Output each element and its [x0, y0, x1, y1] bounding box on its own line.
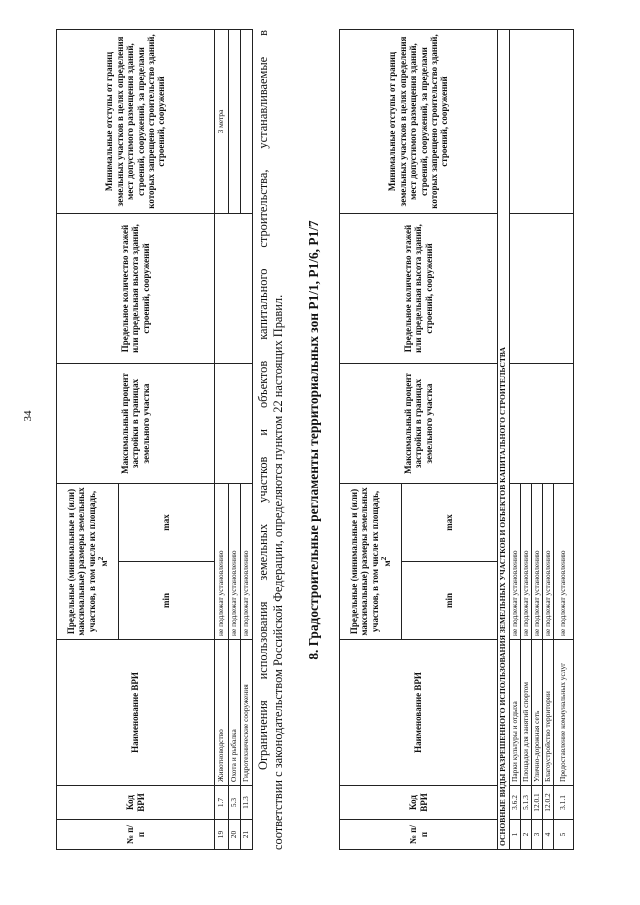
row-num: 4 — [543, 820, 554, 850]
row-area: не подлежат установлению — [215, 484, 229, 640]
row-num: 5 — [554, 820, 574, 850]
row-num: 1 — [510, 820, 521, 850]
row-num: 3 — [532, 820, 543, 850]
header-min: min — [119, 562, 215, 640]
rotated-page — [56, 30, 596, 850]
row-name: Улично-дорожная сеть — [532, 640, 543, 786]
row-name: Благоустройство территории — [543, 640, 554, 786]
header-floors: Предельное количество этажей или предельная высота зданий, строений, сооружений — [57, 214, 215, 364]
row-area: не подлежат установлению — [241, 484, 253, 640]
row-code: 5.3 — [229, 786, 241, 820]
row-area: не подлежат установлению — [532, 484, 543, 640]
row-area: не подлежат установлению — [554, 484, 574, 640]
table-row — [510, 30, 521, 850]
page-number: 34 — [22, 410, 34, 422]
header-code: Код ВРИ — [340, 786, 498, 820]
row-area: не подлежат установлению — [521, 484, 532, 640]
header-min: min — [402, 562, 498, 640]
row-area: не подлежат установлению — [543, 484, 554, 640]
header-max: max — [119, 484, 215, 562]
table-top — [56, 29, 253, 850]
row-setback: 3 метра — [215, 30, 229, 214]
row-area: не подлежат установлению — [229, 484, 241, 640]
section-row-main-uses: ОСНОВНЫЕ ВИДЫ РАЗРЕШЕННОГО ИСПОЛЬЗОВАНИЯ ЗЕМЕЛЬНЫХ УЧАСТКОВ И ОБЪЕКТОВ КАПИТАЛЬНОГО СТРОИТЕЛЬСТВА — [498, 30, 510, 850]
section-heading: 8. Градостроительные регламенты территориальных зон Р1/1, Р1/6, Р1/7 — [306, 220, 321, 660]
header-area: Предельные (минимальные и (или) максимальные) размеры земельных участков, в том числе их площадь, $м^2$ — [340, 484, 402, 640]
row-name: Гидротехнические сооружения — [241, 640, 253, 786]
row-name: Животноводство — [215, 640, 229, 786]
row-code: 1.7 — [215, 786, 229, 820]
row-name: Площадки для занятий спортом — [521, 640, 532, 786]
header-setback: Минимальные отступы от границ земельных участков в целях определения мест допустимого размещения зданий, строений, сооружений, за пределами которых запрещено строительство зданий, строений, сооружений — [57, 30, 215, 214]
row-area: не подлежат установлению — [510, 484, 521, 640]
header-code: Код ВРИ — [57, 786, 215, 820]
header-setback: Минимальные отступы от границ земельных участков в целях определения мест допустимого размещения зданий, строений, сооружений, за пределами которых запрещено строительство зданий, строений, сооружений — [340, 30, 498, 214]
restrictions-paragraph: Ограничения использования земельных участков и объектов капитального строительства, устанавливаемые в соответствии с законодательством Российской Федерации, определяются пунктом 22 настоящих Правил. — [256, 30, 285, 850]
row-code: 3.6.2 — [510, 786, 521, 820]
row-num: 19 — [215, 820, 229, 850]
row-code: 12.0.2 — [543, 786, 554, 820]
row-name: Парки культуры и отдыха — [510, 640, 521, 786]
row-name: Охота и рыбалка — [229, 640, 241, 786]
row-code: 11.3 — [241, 786, 253, 820]
row-code: 5.1.3 — [521, 786, 532, 820]
row-code: 12.0.1 — [532, 786, 543, 820]
header-build-percent: Максимальный процент застройки в границах земельного участка — [340, 364, 498, 484]
header-area: Предельные (минимальные и (или) максимальные) размеры земельных участков, в том числе их площадь, $м^2$ — [57, 484, 119, 640]
header-name: Наименование ВРИ — [340, 640, 498, 786]
row-name: Предоставление коммунальных услуг — [554, 640, 574, 786]
table-row — [215, 30, 229, 850]
header-num: № п/п — [340, 820, 498, 850]
row-num: 21 — [241, 820, 253, 850]
table-zones — [339, 29, 574, 850]
row-num: 2 — [521, 820, 532, 850]
header-build-percent: Максимальный процент застройки в границах земельного участка — [57, 364, 215, 484]
header-num: № п/п — [57, 820, 215, 850]
header-max: max — [402, 484, 498, 562]
row-code: 3.1.1 — [554, 786, 574, 820]
header-name: Наименование ВРИ — [57, 640, 215, 786]
row-num: 20 — [229, 820, 241, 850]
header-floors: Предельное количество этажей или предельная высота зданий, строений, сооружений — [340, 214, 498, 364]
